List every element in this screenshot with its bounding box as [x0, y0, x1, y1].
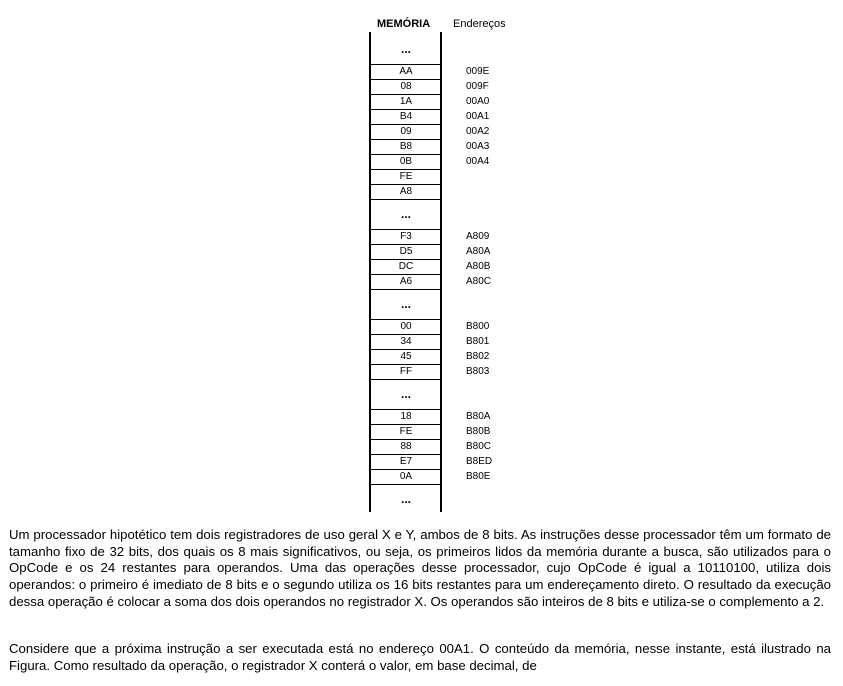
memory-cell-value: 0A — [399, 471, 413, 482]
memory-address: B803 — [466, 366, 490, 377]
memory-cell-value: FF — [399, 366, 413, 377]
addresses-header: Endereços — [453, 18, 506, 30]
memory-cell-value: F3 — [400, 231, 412, 242]
memory-cell-value: D5 — [399, 246, 413, 257]
memory-cell-border — [370, 199, 442, 200]
memory-address: B80C — [466, 441, 492, 452]
memory-title: MEMÓRIA — [377, 18, 431, 30]
memory-cell-value: B8 — [399, 141, 413, 152]
memory-cell-value: 88 — [400, 441, 412, 452]
memory-ellipsis: ... — [400, 387, 411, 401]
memory-address: A80C — [466, 276, 492, 287]
memory-cell-value: 34 — [400, 336, 412, 347]
memory-cell-value: FE — [399, 426, 413, 437]
memory-address: B80A — [466, 411, 491, 422]
memory-address: B800 — [466, 321, 490, 332]
memory-cell-value: FE — [399, 171, 413, 182]
memory-address: 00A1 — [466, 111, 490, 122]
memory-address: B802 — [466, 351, 490, 362]
memory-ellipsis: ... — [400, 297, 411, 311]
memory-cell-value: 45 — [400, 351, 412, 362]
memory-address: 00A3 — [466, 141, 490, 152]
memory-cell-border — [370, 484, 442, 485]
memory-address: 009F — [466, 81, 489, 92]
memory-ellipsis: ... — [400, 207, 411, 221]
question-paragraph-2: Considere que a próxima instrução a ser executada está no endereço 00A1. O conteúdo da memória, nesse instante, está ilustrado na Figura. Como resultado da operação, o registrador X conterá o valor, em base decimal, de — [9, 641, 831, 673]
memory-address: A80A — [466, 246, 491, 257]
memory-cell-border — [370, 379, 442, 380]
memory-cell-value: AA — [399, 66, 413, 77]
memory-address: 00A2 — [466, 126, 490, 137]
question-paragraph-1: Um processador hipotético tem dois registradores de uso geral X e Y, ambos de 8 bits. As instruções desse processador têm um formato de tamanho fixo de 32 bits, dos quais os 8 mais significativos, ou seja, os primeiros lidos da memória durante a busca, são utilizados para o OpCode e os 24 restantes para operandos. Uma das operações desse processador, cujo OpCode é igual a 10110100, utiliza dois operandos: o primeiro é imediato de 8 bits e o segundo utiliza os 16 bits restantes para um endereçamento direto. O resultado da execução dessa operação é colocar a soma dos dois operandos no registrador X. Os operandos são inteiros de 8 bits e utiliza-se o complemento a 2. — [9, 527, 831, 609]
memory-ellipsis: ... — [400, 42, 411, 56]
memory-address: A809 — [466, 231, 490, 242]
memory-cell-value: A8 — [399, 186, 413, 197]
memory-cell-value: 09 — [400, 126, 412, 137]
memory-address: 009E — [466, 66, 490, 77]
memory-address: 00A4 — [466, 156, 490, 167]
memory-cell-value: 18 — [400, 411, 412, 422]
memory-address: A80B — [466, 261, 491, 272]
memory-address: B80E — [466, 471, 491, 482]
memory-cell-value: E7 — [399, 456, 413, 467]
memory-cell-border — [370, 289, 442, 290]
memory-cell-value: 08 — [400, 81, 412, 92]
memory-cell-value: DC — [398, 261, 414, 272]
memory-cell-value: A6 — [399, 276, 413, 287]
memory-address: 00A0 — [466, 96, 490, 107]
memory-cell-value: B4 — [399, 111, 413, 122]
memory-cell-value: 1A — [399, 96, 413, 107]
memory-address: B80B — [466, 426, 491, 437]
memory-cell-value: 0B — [399, 156, 413, 167]
memory-cell-value: 00 — [400, 321, 412, 332]
memory-address: B801 — [466, 336, 490, 347]
memory-address: B8ED — [466, 456, 493, 467]
memory-ellipsis: ... — [400, 492, 411, 506]
